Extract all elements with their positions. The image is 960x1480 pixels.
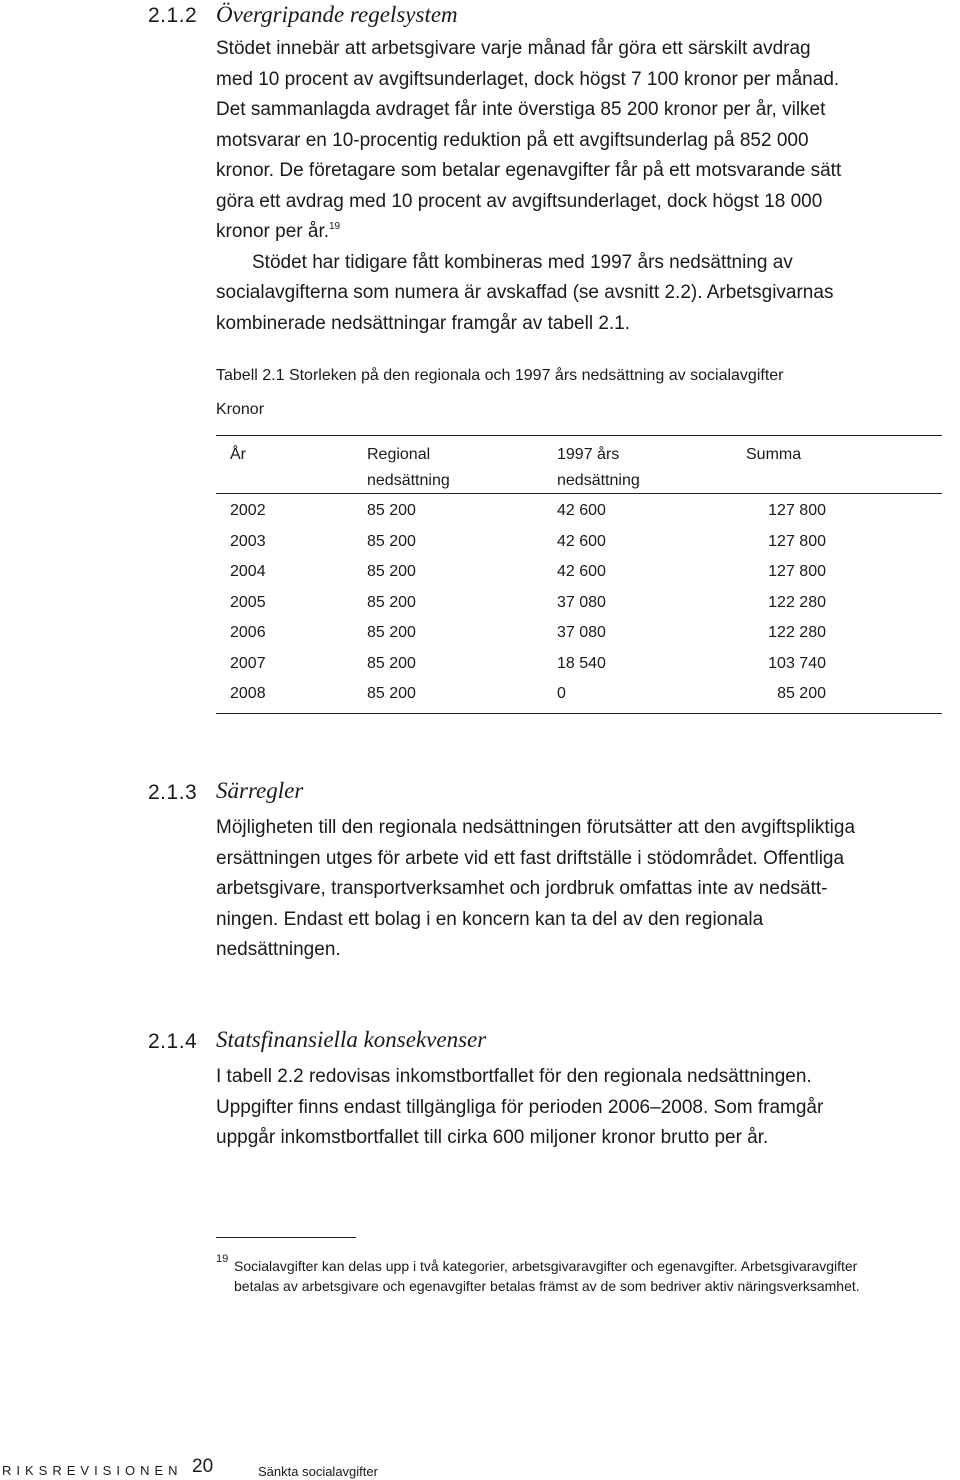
section-body: [216, 813, 960, 966]
paragraph: [216, 248, 956, 340]
table-cell: 85 200: [367, 563, 416, 580]
table-caption: Tabell 2.1 Storleken på den regionala och 1997 års nedsättning av socialavgifter: [216, 367, 784, 384]
section-title: Övergripande regelsystem: [216, 2, 458, 27]
text-line: kombinerade nedsättningar framgår av tabell 2.1.: [216, 312, 631, 334]
table-cell: 85 200: [367, 685, 416, 702]
text-line: Stödet innebär att arbetsgivare varje månad får göra ett särskilt avdrag: [216, 38, 811, 59]
table-row: [230, 533, 826, 564]
text-line: ersättningen utges för arbete vid ett fast driftställe i stödområdet. Offentliga: [216, 847, 845, 869]
column-header-sum: Summa: [746, 446, 802, 463]
table-cell: 85 200: [367, 654, 416, 672]
table-row: [230, 594, 826, 625]
table-header-rule: [216, 493, 942, 494]
table-cell: 85 200: [367, 502, 416, 519]
table-cell: 85 200: [777, 685, 826, 702]
data-table: [230, 502, 826, 716]
table-cell: 85 200: [367, 532, 416, 550]
footnote-number: 19: [216, 1253, 229, 1265]
section-title: Särregler: [216, 778, 304, 803]
table-cell: 127 800: [768, 502, 826, 519]
column-header-regional: Regional nedsättning: [367, 446, 450, 489]
text-line: socialavgifterna som numera är avskaffad (se avsnitt 2.2). Arbetsgivarnas: [216, 282, 834, 303]
table-top-rule: [216, 435, 942, 436]
table-cell: 37 080: [557, 624, 606, 641]
section-body: [216, 34, 956, 339]
text-line: Stödet har tidigare fått kombineras med 1997 års nedsättning av: [252, 251, 793, 273]
footnote-text: [234, 1256, 956, 1296]
section-number: 2.1.4: [148, 1030, 198, 1053]
text-line: motsvarar en 10-procentig reduktion på ett avgiftsunderlag på 852 000: [216, 129, 809, 151]
text-line: nedsättningen.: [216, 939, 341, 960]
footnote-rule: [216, 1237, 356, 1238]
text-line: kronor per år.: [216, 221, 329, 242]
paragraph: [216, 34, 956, 248]
text-line: I tabell 2.2 redovisas inkomstbortfallet för den regionala nedsättningen.: [216, 1066, 812, 1087]
table-header: [230, 442, 930, 494]
text-line: betalas av arbetsgivare och egenavgifter betalas främst av de som bedriver aktiv näringsverksamhet.: [234, 1278, 860, 1294]
footer-brand: RIKSREVISIONEN: [2, 1463, 183, 1478]
table-unit: Kronor: [216, 401, 265, 418]
table-row: [230, 563, 826, 594]
table-cell: 2005: [230, 593, 266, 611]
table-cell: 127 800: [768, 532, 826, 550]
text-line: Möjligheten till den regionala nedsättningen förutsätter att den avgiftspliktiga: [216, 817, 856, 838]
table-row: [230, 502, 826, 533]
table-cell: 42 600: [557, 502, 606, 519]
text-line: Socialavgifter kan delas upp i två kategorier, arbetsgivaravgifter och egenavgifter. Arbetsgivaravgifter: [234, 1258, 858, 1274]
footnote-reference[interactable]: 19: [329, 221, 341, 232]
column-header-1997: 1997 års nedsättning: [557, 446, 640, 489]
table-cell: 0: [557, 685, 566, 702]
text-line: arbetsgivare, transportverksamhet och jordbruk omfattas inte av nedsätt-: [216, 878, 828, 899]
column-header-year: År: [230, 446, 246, 463]
table-bottom-rule: [216, 713, 942, 714]
section-number: 2.1.3: [148, 781, 198, 804]
table-cell: 2002: [230, 502, 266, 519]
table-row: [230, 624, 826, 655]
text-line: med 10 procent av avgiftsunderlaget, dock högst 7 100 kronor per månad.: [216, 68, 840, 90]
section-title: Statsfinansiella konsekvenser: [216, 1027, 487, 1052]
table-cell: 103 740: [768, 654, 826, 672]
text-line: uppgår inkomstbortfallet till cirka 600 miljoner kronor brutto per år.: [216, 1127, 769, 1148]
table-cell: 2006: [230, 624, 266, 641]
table-cell: 42 600: [557, 532, 606, 550]
table-cell: 18 540: [557, 654, 606, 672]
page-number: 20: [192, 1456, 214, 1477]
table-cell: 2007: [230, 654, 266, 672]
table-row: [230, 685, 826, 716]
text-line: Det sammanlagda avdraget får inte överstiga 85 200 kronor per år, vilket: [216, 99, 826, 120]
text-line: göra ett avdrag med 10 procent av avgiftsunderlaget, dock högst 18 000: [216, 190, 823, 212]
text-line: Uppgifter finns endast tillgängliga för perioden 2006–2008. Som framgår: [216, 1096, 824, 1118]
table-cell: 2003: [230, 532, 266, 550]
table-cell: 127 800: [768, 563, 826, 580]
table-cell: 85 200: [367, 624, 416, 641]
table-cell: 122 280: [768, 624, 826, 641]
text-line: kronor. De företagare som betalar egenavgifter får på ett motsvarande sätt: [216, 160, 842, 181]
table-cell: 85 200: [367, 593, 416, 611]
text-line: ningen. Endast ett bolag i en koncern kan ta del av den regionala: [216, 908, 764, 930]
section-number: 2.1.2: [148, 4, 198, 27]
table-cell: 2008: [230, 685, 266, 702]
table-cell: 37 080: [557, 593, 606, 611]
footer-title: Sänkta socialavgifter: [258, 1464, 378, 1479]
section-body: [216, 1062, 956, 1154]
table-cell: 42 600: [557, 563, 606, 580]
table-row: [230, 655, 826, 686]
table-cell: 122 280: [768, 593, 826, 611]
table-cell: 2004: [230, 563, 266, 580]
